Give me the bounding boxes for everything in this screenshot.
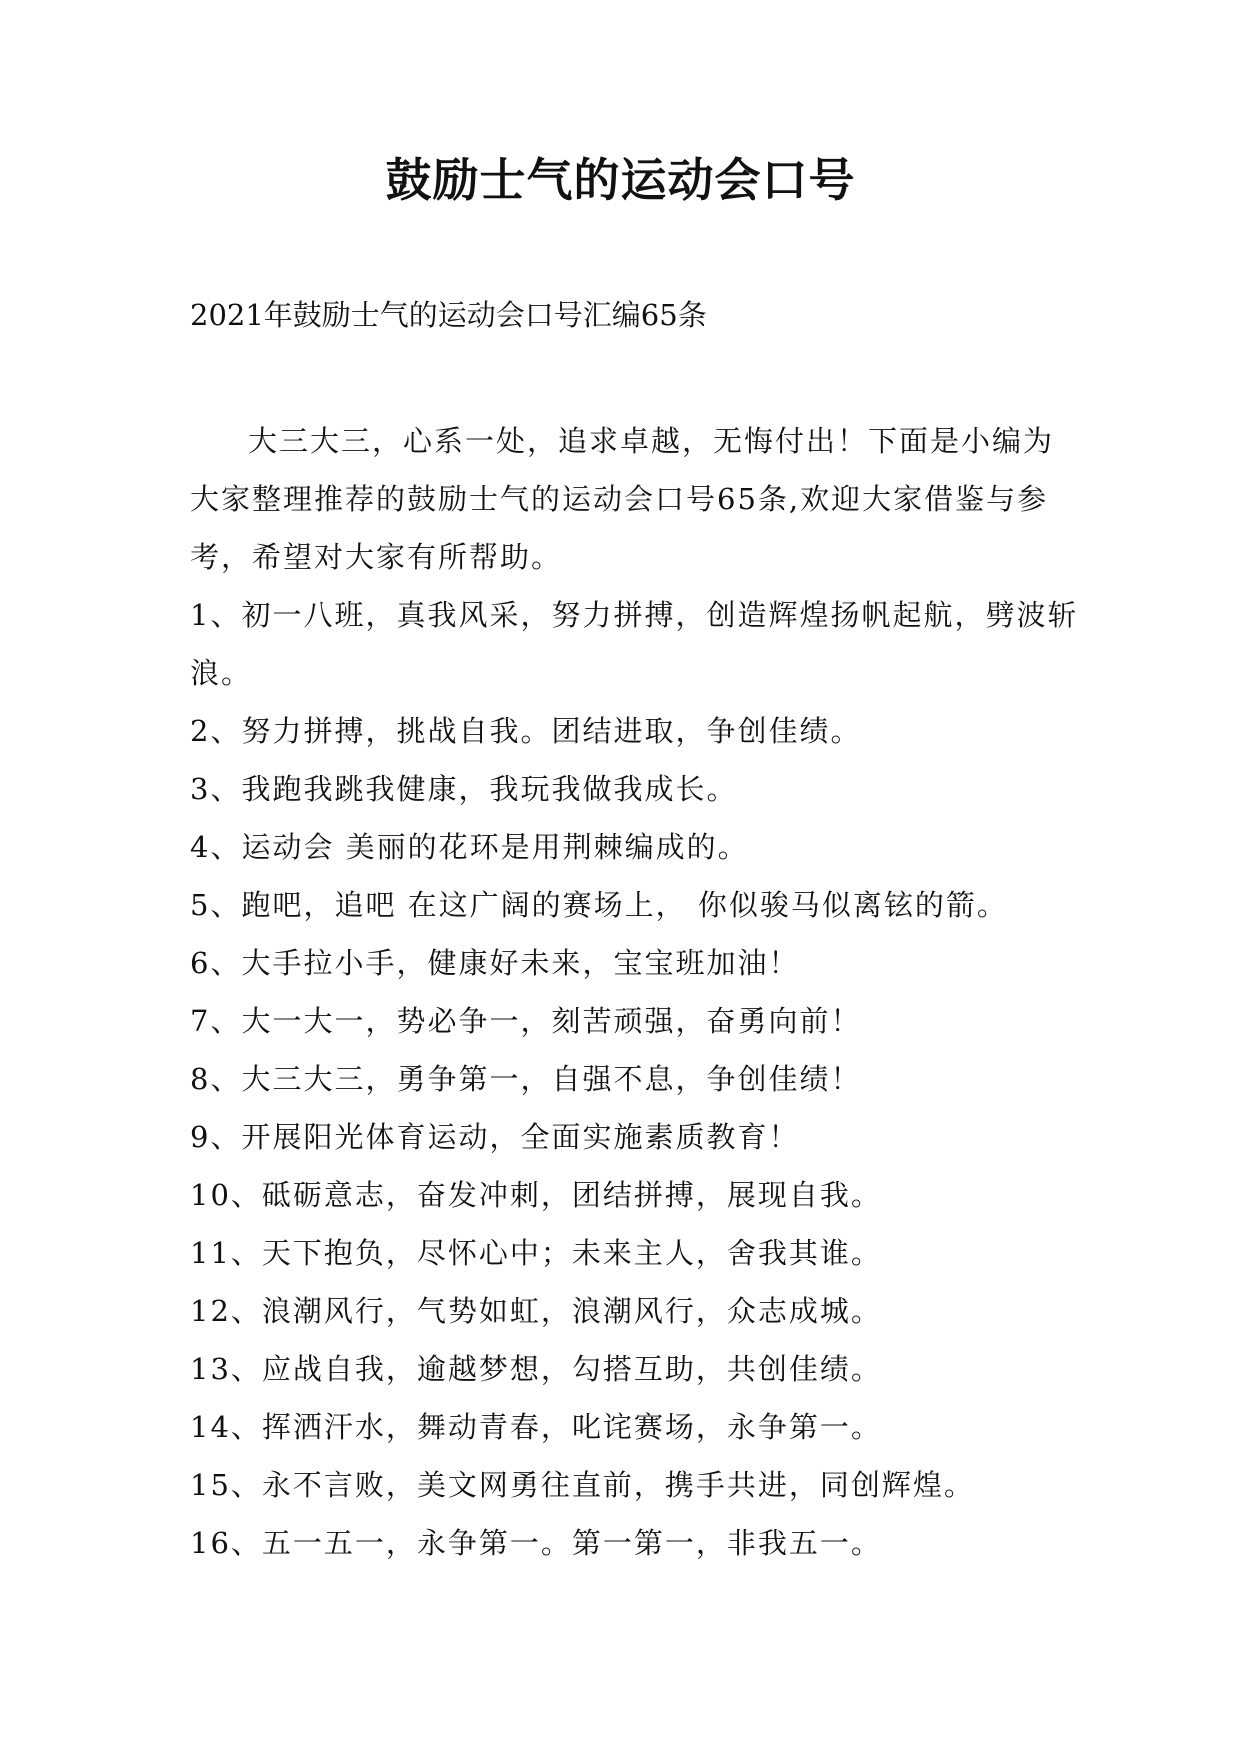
slogan-item: 7、大一大一，势必争一，刻苦顽强，奋勇向前！ — [190, 1004, 862, 1038]
slogan-list — [190, 586, 1090, 1572]
slogan-item: 11、天下抱负，尽怀心中；未来主人，舍我其谁。 — [190, 1236, 882, 1270]
slogan-item: 16、五一五一，永争第一。第一第一，非我五一。 — [190, 1526, 882, 1560]
slogan-item: 4、运动会 美丽的花环是用荆棘编成的。 — [190, 830, 749, 864]
slogan-item: 10、砥砺意志，奋发冲刺，团结拼搏，展现自我。 — [190, 1178, 882, 1212]
slogan-item: 15、永不言败，美文网勇往直前，携手共进，同创辉煌。 — [190, 1468, 975, 1502]
slogan-item: 2、努力拼搏，挑战自我。团结进取，争创佳绩。 — [190, 714, 862, 748]
subtitle: 2021年鼓励士气的运动会口号汇编65条 — [190, 298, 707, 332]
slogan-item: 1、初一八班，真我风采，努力拼搏，创造辉煌扬帆起航，劈波斩浪。 — [190, 598, 1079, 690]
page-title: 鼓励士气的运动会口号 — [385, 153, 856, 207]
slogan-item: 9、开展阳光体育运动，全面实施素质教育！ — [190, 1120, 800, 1154]
slogan-item: 5、跑吧，追吧 在这广阔的赛场上， 你似骏马似离铉的箭。 — [190, 888, 1008, 922]
slogan-item: 3、我跑我跳我健康，我玩我做我成长。 — [190, 772, 738, 806]
intro-paragraph: 大三大三，心系一处，追求卓越，无悔付出！下面是小编为大家整理推荐的鼓励士气的运动会口号65条,欢迎大家借鉴与参考，希望对大家有所帮助。 — [190, 424, 1055, 574]
slogan-item: 13、应战自我，逾越梦想，勾搭互助，共创佳绩。 — [190, 1352, 882, 1386]
slogan-item: 6、大手拉小手，健康好未来，宝宝班加油！ — [190, 946, 800, 980]
slogan-item: 12、浪潮风行，气势如虹，浪潮风行，众志成城。 — [190, 1294, 882, 1328]
slogan-item: 8、大三大三，勇争第一，自强不息，争创佳绩！ — [190, 1062, 862, 1096]
slogan-item: 14、挥洒汗水，舞动青春，叱诧赛场，永争第一。 — [190, 1410, 882, 1444]
